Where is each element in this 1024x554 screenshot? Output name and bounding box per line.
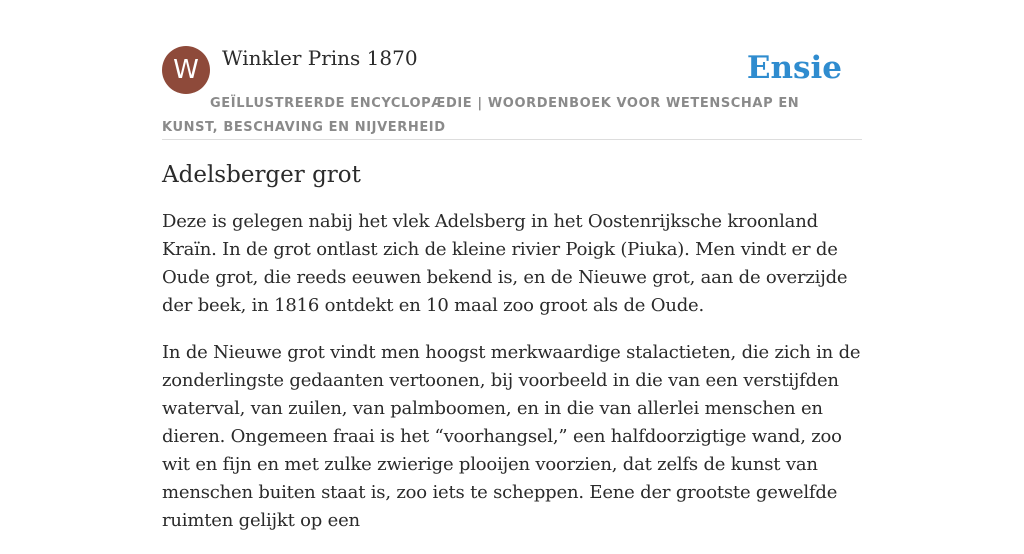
source-avatar[interactable]: W [162,46,210,94]
ensie-logo[interactable]: Ensie [746,50,842,86]
article-title: Adelsberger grot [162,162,361,188]
source-title-link[interactable]: Winkler Prins 1870 [222,46,418,70]
header-divider [162,139,862,140]
article-paragraph: Deze is gelegen nabij het vlek Adelsberg in het Oostenrijksche kroonland Kraïn. In de grot ontlast zich de kleine rivier Poigk (Piuka). Men vindt er de Oude grot, die reeds eeuwen bekend is, en de Nieuwe grot, aan de overzijde der beek, in 1816 ontdekt en 10 maal zoo groot als de Oude. [162,211,848,316]
article [162,162,872,554]
article-paragraph: In de Nieuwe grot vindt men hoogst merkwaardige stalactieten, die zich in de zonderlingste gedaanten vertoonen, bij voorbeeld in die van een verstijfden waterval, van zuilen, van palmboomen, en in die van allerlei menschen en dieren. Ongemeen fraai is het “voorhangsel,” een halfdoorzigtige wand, zoo wit en fijn en met zulke zwierige plooijen voorzien, dat zelfs de kunst van menschen buiten staat is, zoo iets te scheppen. Eene der grootste gewelfde ruimten gelijkt op een [162,342,861,531]
source-subtitle: GEÏLLUSTREERDE ENCYCLOPÆDIE | WOORDENBOEK VOOR WETENSCHAP EN KUNST, BESCHAVING EN NIJVERHEID [162,96,800,135]
